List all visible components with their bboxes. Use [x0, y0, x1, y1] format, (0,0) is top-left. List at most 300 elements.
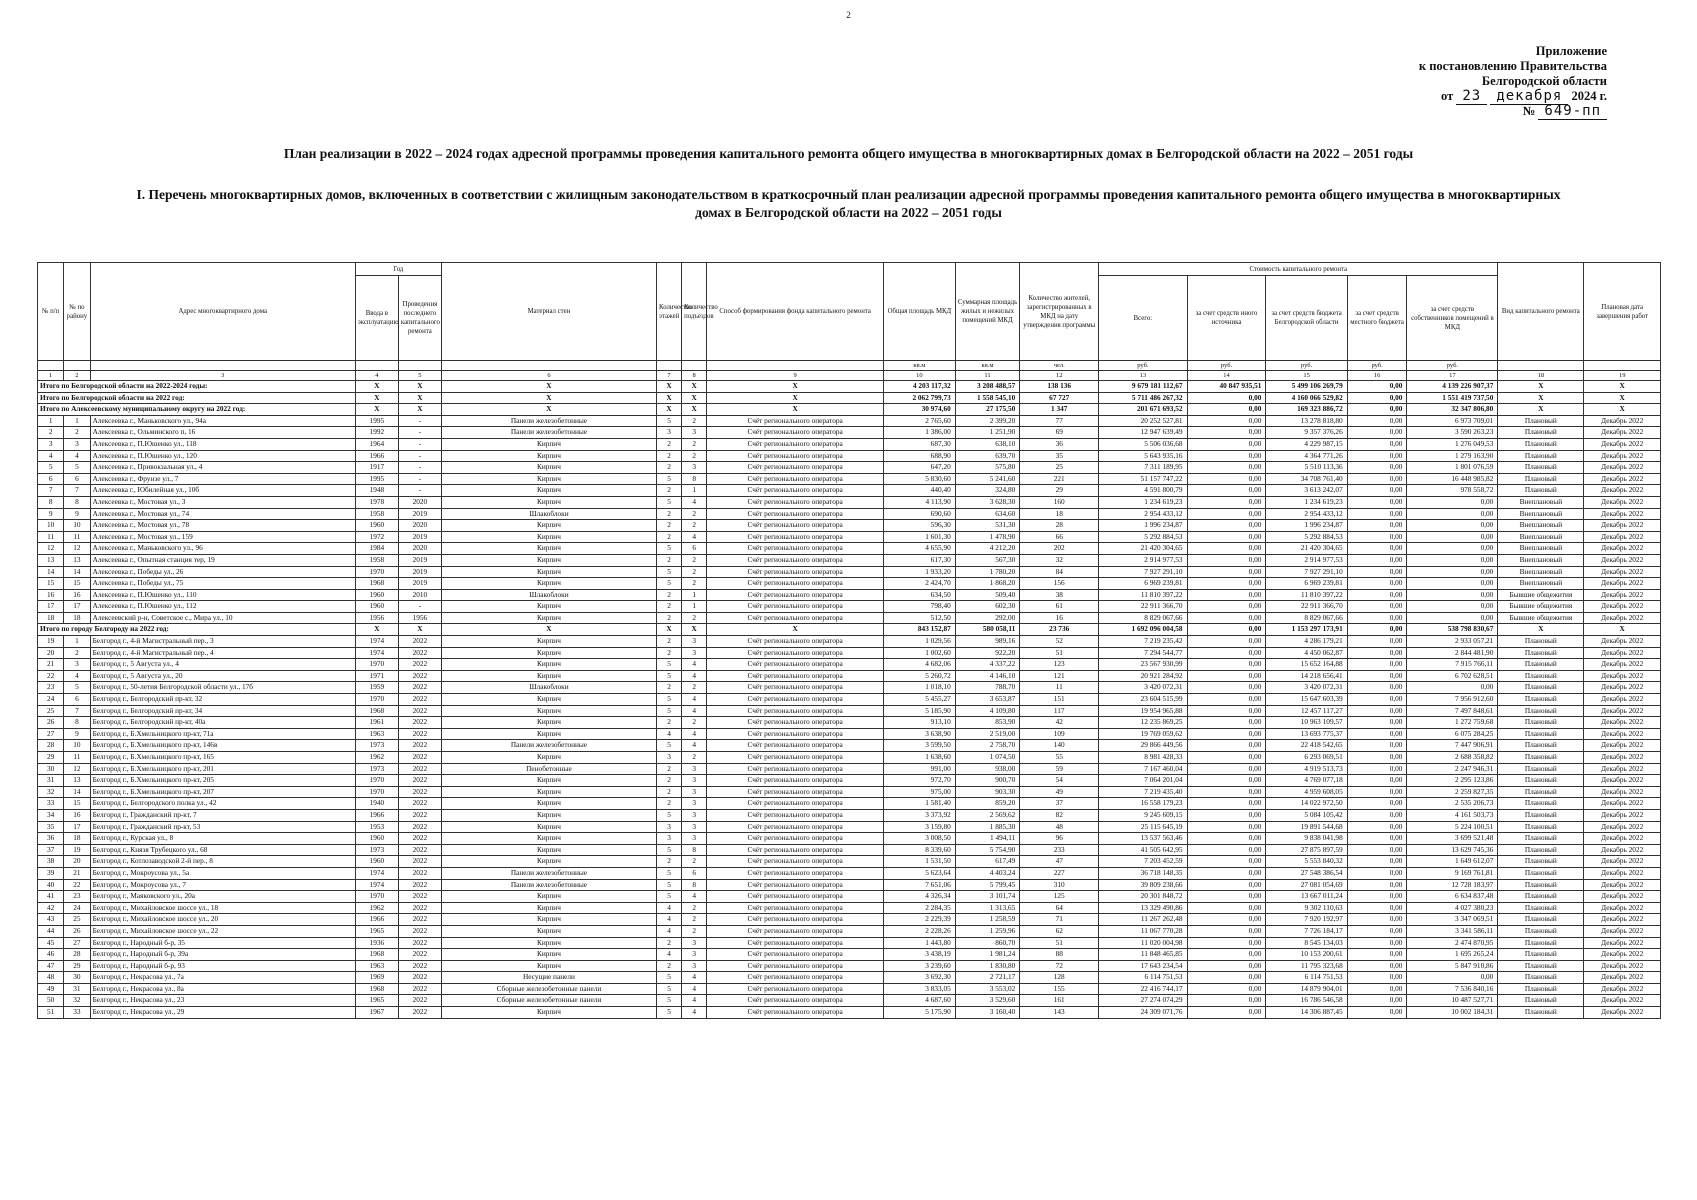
table-cell: Декабрь 2022 — [1584, 856, 1661, 868]
total-cell: 0,00 — [1187, 624, 1266, 636]
table-cell: Счёт регионального оператора — [707, 867, 884, 879]
table-cell: 1 801 076,59 — [1407, 462, 1498, 474]
table-cell: Счёт регионального оператора — [707, 601, 884, 613]
table-cell: 38 — [1020, 589, 1099, 601]
table-row — [38, 937, 1661, 949]
table-cell: Счёт регионального оператора — [707, 983, 884, 995]
table-cell: 16 558 179,23 — [1099, 798, 1187, 810]
table-cell: Декабрь 2022 — [1584, 554, 1661, 566]
total-cell: X — [707, 392, 884, 404]
table-cell: 2022 — [398, 763, 441, 775]
table-cell: 14 879 904,01 — [1266, 983, 1347, 995]
table-cell: 2 — [682, 450, 707, 462]
table-cell: Алексеевка г., Маньковского ул., 94а — [90, 415, 355, 427]
table-cell: 1992 — [355, 427, 398, 439]
table-cell: Счёт регионального оператора — [707, 891, 884, 903]
table-cell: 8 — [64, 496, 90, 508]
table-cell: 5 — [657, 543, 682, 555]
table-cell: 0,00 — [1187, 601, 1266, 613]
table-cell: 5 — [657, 415, 682, 427]
table-cell: Плановый — [1498, 473, 1584, 485]
table-cell: 3 553,02 — [955, 983, 1020, 995]
table-cell: 1974 — [355, 879, 398, 891]
table-cell: 975,00 — [884, 786, 956, 798]
table-cell: 32 — [38, 786, 64, 798]
table-cell: 2022 — [398, 682, 441, 694]
table-cell: 51 — [1020, 647, 1099, 659]
table-cell: 62 — [1020, 925, 1099, 937]
table-cell: 5 830,60 — [884, 473, 956, 485]
table-cell: 17 — [38, 601, 64, 613]
table-cell: 0,00 — [1187, 670, 1266, 682]
date-month: декабря — [1490, 88, 1568, 105]
table-cell: 1 — [64, 636, 90, 648]
table-row — [38, 566, 1661, 578]
table-cell: Плановый — [1498, 415, 1584, 427]
total-cell: X — [682, 392, 707, 404]
table-cell: 18 — [38, 612, 64, 624]
table-cell: 1 234 619,23 — [1266, 496, 1347, 508]
table-cell: Счёт регионального оператора — [707, 728, 884, 740]
table-cell: 4 — [682, 496, 707, 508]
table-cell: 0,00 — [1407, 578, 1498, 590]
table-cell: 43 — [38, 914, 64, 926]
table-cell: 26 — [38, 717, 64, 729]
table-cell: 4 — [682, 694, 707, 706]
table-cell: 6 114 751,53 — [1099, 972, 1187, 984]
table-cell: Счёт регионального оператора — [707, 531, 884, 543]
table-cell: 0,00 — [1187, 740, 1266, 752]
table-cell: Кирпич — [441, 636, 656, 648]
header-npo: № по району — [64, 263, 90, 361]
table-cell: 3 833,05 — [884, 983, 956, 995]
table-cell: Кирпич — [441, 786, 656, 798]
table-cell: 6 075 284,25 — [1407, 728, 1498, 740]
table-cell: 690,60 — [884, 508, 956, 520]
table-cell: 13 — [38, 554, 64, 566]
column-number: 16 — [1347, 371, 1407, 381]
table-cell: 2 — [657, 775, 682, 787]
table-cell: 6 — [682, 867, 707, 879]
table-cell: 227 — [1020, 867, 1099, 879]
table-cell: Плановый — [1498, 763, 1584, 775]
table-cell: 3 420 072,31 — [1099, 682, 1187, 694]
table-cell: 33 — [64, 1007, 90, 1019]
table-cell: 5 175,90 — [884, 1007, 956, 1019]
table-cell: Счёт регионального оператора — [707, 496, 884, 508]
table-row — [38, 752, 1661, 764]
table-row — [38, 925, 1661, 937]
table-cell: 2010 — [398, 589, 441, 601]
table-cell: 27 548 386,54 — [1266, 867, 1347, 879]
table-cell: 860,70 — [955, 937, 1020, 949]
table-cell: 913,10 — [884, 717, 956, 729]
column-number: 8 — [682, 371, 707, 381]
table-cell: 0,00 — [1347, 682, 1407, 694]
table-cell: 0,00 — [1347, 508, 1407, 520]
table-cell: Счёт регионального оператора — [707, 879, 884, 891]
table-cell: Панели железобетонные — [441, 427, 656, 439]
table-cell: 123 — [1020, 659, 1099, 671]
table-cell: 0,00 — [1347, 914, 1407, 926]
column-number: 17 — [1407, 371, 1498, 381]
table-cell: Декабрь 2022 — [1584, 728, 1661, 740]
table-cell: 0,00 — [1347, 809, 1407, 821]
column-numbers-row — [38, 371, 1661, 381]
table-cell: 15 647 603,39 — [1266, 694, 1347, 706]
table-cell: 2022 — [398, 902, 441, 914]
table-cell: Плановый — [1498, 694, 1584, 706]
table-cell: 30 — [38, 763, 64, 775]
table-cell: 2 228,26 — [884, 925, 956, 937]
table-cell: 37 — [38, 844, 64, 856]
column-number: 12 — [1020, 371, 1099, 381]
table-cell: 2022 — [398, 844, 441, 856]
column-number: 18 — [1498, 371, 1584, 381]
table-cell: 0,00 — [1187, 438, 1266, 450]
table-cell: 0,00 — [1347, 960, 1407, 972]
table-cell: 16 786 546,58 — [1266, 995, 1347, 1007]
total-cell: X — [355, 381, 398, 393]
table-cell: 798,40 — [884, 601, 956, 613]
table-cell: 1962 — [355, 902, 398, 914]
table-cell: Белгород г., Некрасова ул., 29 — [90, 1007, 355, 1019]
table-cell: 0,00 — [1187, 879, 1266, 891]
table-row — [38, 659, 1661, 671]
table-cell: Алексеевка г., П.Юшенко ул., 110 — [90, 589, 355, 601]
table-cell: 5 553 840,32 — [1266, 856, 1347, 868]
table-cell: 0,00 — [1187, 925, 1266, 937]
table-cell: 2 — [682, 520, 707, 532]
table-cell: 0,00 — [1187, 856, 1266, 868]
table-cell: 1974 — [355, 867, 398, 879]
table-cell: Кирпич — [441, 728, 656, 740]
table-cell: Счёт регионального оператора — [707, 972, 884, 984]
header-entrances: Количество подъездов — [682, 263, 707, 361]
table-cell: 4 919 513,73 — [1266, 763, 1347, 775]
header-end-date: Плановая дата завершения работ — [1584, 263, 1661, 361]
table-row — [38, 740, 1661, 752]
table-cell: 4 682,06 — [884, 659, 956, 671]
table-cell: 4 403,24 — [955, 867, 1020, 879]
table-cell: Счёт регионального оператора — [707, 554, 884, 566]
table-cell: 5 — [657, 659, 682, 671]
table-cell: 5 084 105,42 — [1266, 809, 1347, 821]
table-cell: 5 — [657, 983, 682, 995]
table-cell: Кирпич — [441, 752, 656, 764]
unit-rub: руб. — [1266, 361, 1347, 371]
table-cell: 6 — [682, 543, 707, 555]
table-cell: 0,00 — [1187, 763, 1266, 775]
table-cell: 3 599,50 — [884, 740, 956, 752]
table-cell: Кирпич — [441, 554, 656, 566]
table-cell: 7 064 201,04 — [1099, 775, 1187, 787]
table-cell: 2 — [657, 438, 682, 450]
table-cell: 1 018,10 — [884, 682, 956, 694]
table-cell: 0,00 — [1187, 1007, 1266, 1019]
table-cell: 3 347 069,51 — [1407, 914, 1498, 926]
table-cell: 32 — [64, 995, 90, 1007]
table-cell: Декабрь 2022 — [1584, 694, 1661, 706]
total-cell: 3 208 488,57 — [955, 381, 1020, 393]
total-row — [38, 392, 1661, 404]
table-cell: Декабрь 2022 — [1584, 636, 1661, 648]
table-cell: 15 — [38, 578, 64, 590]
table-cell: Панели железобетонные — [441, 879, 656, 891]
table-cell: 2 — [682, 554, 707, 566]
table-cell: 39 809 238,66 — [1099, 879, 1187, 891]
table-cell: 7 167 460,04 — [1099, 763, 1187, 775]
table-cell: 1970 — [355, 775, 398, 787]
table-cell: Алексеевка г., Мостовая ул., 3 — [90, 496, 355, 508]
table-cell: Счёт регионального оператора — [707, 809, 884, 821]
table-cell: 1 234 619,23 — [1099, 496, 1187, 508]
table-cell: 1 531,50 — [884, 856, 956, 868]
table-cell: 4 — [657, 914, 682, 926]
table-cell: 15 652 164,88 — [1266, 659, 1347, 671]
table-cell: 35 — [38, 821, 64, 833]
table-cell: 0,00 — [1347, 925, 1407, 937]
table-cell: 4 — [64, 450, 90, 462]
table-cell: Алексеевка г., Юбилейная ул., 10б — [90, 485, 355, 497]
table-cell: 0,00 — [1187, 983, 1266, 995]
table-cell: 0,00 — [1347, 972, 1407, 984]
table-cell: 531,30 — [955, 520, 1020, 532]
table-cell: 29 — [1020, 485, 1099, 497]
table-cell: 0,00 — [1187, 473, 1266, 485]
table-cell: 3 — [682, 786, 707, 798]
table-cell: 41 505 642,95 — [1099, 844, 1187, 856]
table-row — [38, 844, 1661, 856]
table-cell: 10 — [64, 740, 90, 752]
table-cell: Декабрь 2022 — [1584, 705, 1661, 717]
table-cell: 13 629 745,36 — [1407, 844, 1498, 856]
table-cell: 4 — [682, 1007, 707, 1019]
table-cell: 12 457 117,27 — [1266, 705, 1347, 717]
table-cell: 5 224 100,51 — [1407, 821, 1498, 833]
unit-rub: руб. — [1407, 361, 1498, 371]
table-cell: 1917 — [355, 462, 398, 474]
table-cell: 3 — [657, 427, 682, 439]
table-cell: 2 569,62 — [955, 809, 1020, 821]
table-cell: Внеплановый — [1498, 578, 1584, 590]
table-cell: 575,80 — [955, 462, 1020, 474]
table-row — [38, 520, 1661, 532]
table-cell: 19 954 965,88 — [1099, 705, 1187, 717]
table-cell: Алексеевка г., Мостовая ул., 159 — [90, 531, 355, 543]
table-cell: Декабрь 2022 — [1584, 937, 1661, 949]
table-cell: 2022 — [398, 960, 441, 972]
table-cell: 12 — [38, 543, 64, 555]
table-cell: 2 — [657, 589, 682, 601]
table-cell: 0,00 — [1187, 705, 1266, 717]
table-cell: 0,00 — [1347, 891, 1407, 903]
table-cell: 1 029,56 — [884, 636, 956, 648]
table-cell: Декабрь 2022 — [1584, 438, 1661, 450]
table-cell: 3 160,40 — [955, 1007, 1020, 1019]
table-cell: 567,30 — [955, 554, 1020, 566]
table-row — [38, 995, 1661, 1007]
table-cell: Декабрь 2022 — [1584, 496, 1661, 508]
table-cell: 14 218 656,41 — [1266, 670, 1347, 682]
table-cell: 2020 — [398, 543, 441, 555]
table-cell: 109 — [1020, 728, 1099, 740]
table-cell: 1 581,40 — [884, 798, 956, 810]
table-cell: 0,00 — [1407, 601, 1498, 613]
table-cell: 1 259,96 — [955, 925, 1020, 937]
table-cell: 8 — [682, 879, 707, 891]
table-cell: 13 537 563,46 — [1099, 833, 1187, 845]
table-cell: Декабрь 2022 — [1584, 949, 1661, 961]
table-cell: 2 — [682, 438, 707, 450]
table-cell: Счёт регионального оператора — [707, 752, 884, 764]
table-cell: 4 — [64, 670, 90, 682]
table-cell: 3 438,19 — [884, 949, 956, 961]
table-cell: 1965 — [355, 995, 398, 1007]
table-cell: 1973 — [355, 844, 398, 856]
table-cell: 1 695 265,24 — [1407, 949, 1498, 961]
table-cell: 5 — [657, 972, 682, 984]
table-cell: 2022 — [398, 694, 441, 706]
table-cell: 46 — [38, 949, 64, 961]
table-cell: 0,00 — [1347, 450, 1407, 462]
table-cell: Декабрь 2022 — [1584, 612, 1661, 624]
table-cell: 7 — [64, 485, 90, 497]
table-cell: 2 — [682, 925, 707, 937]
table-cell: 0,00 — [1347, 1007, 1407, 1019]
table-cell: 24 309 071,76 — [1099, 1007, 1187, 1019]
table-row — [38, 914, 1661, 926]
table-cell: 10 002 184,31 — [1407, 1007, 1498, 1019]
total-cell: 1 558 545,10 — [955, 392, 1020, 404]
total-cell: 2 062 799,73 — [884, 392, 956, 404]
table-cell: 638,10 — [955, 438, 1020, 450]
table-cell: 2 — [682, 566, 707, 578]
table-cell: Декабрь 2022 — [1584, 867, 1661, 879]
table-cell: 0,00 — [1407, 531, 1498, 543]
table-cell: 4 161 503,73 — [1407, 809, 1498, 821]
table-cell: 29 866 449,56 — [1099, 740, 1187, 752]
table-cell: 2 — [657, 937, 682, 949]
table-cell: 0,00 — [1187, 554, 1266, 566]
table-cell: Кирпич — [441, 844, 656, 856]
table-cell: 156 — [1020, 578, 1099, 590]
table-cell: Счёт регионального оператора — [707, 705, 884, 717]
table-cell: 440,40 — [884, 485, 956, 497]
number-prefix: № — [1522, 104, 1536, 118]
total-cell: 30 974,60 — [884, 404, 956, 416]
table-cell: 3 — [682, 427, 707, 439]
table-cell: 8 829 067,66 — [1266, 612, 1347, 624]
table-cell: 4 959 608,05 — [1266, 786, 1347, 798]
table-cell: 2 474 870,95 — [1407, 937, 1498, 949]
table-cell: Плановый — [1498, 960, 1584, 972]
table-cell: 4 — [657, 949, 682, 961]
table-cell: 4 027 380,23 — [1407, 902, 1498, 914]
total-cell: 1 551 419 737,50 — [1407, 392, 1498, 404]
table-cell: 47 — [38, 960, 64, 972]
table-cell: Декабрь 2022 — [1584, 798, 1661, 810]
table-cell: Счёт регионального оператора — [707, 659, 884, 671]
table-cell: 2 688 358,82 — [1407, 752, 1498, 764]
table-cell: Кирпич — [441, 705, 656, 717]
table-cell: 21 420 304,65 — [1266, 543, 1347, 555]
total-cell: 843 152,87 — [884, 624, 956, 636]
table-cell: 11 810 397,22 — [1266, 589, 1347, 601]
table-cell: 11 — [1020, 682, 1099, 694]
table-cell: Декабрь 2022 — [1584, 462, 1661, 474]
table-cell: Декабрь 2022 — [1584, 659, 1661, 671]
table-cell: 3 — [682, 821, 707, 833]
table-cell: 77 — [1020, 415, 1099, 427]
table-cell: Кирпич — [441, 937, 656, 949]
table-cell: 2 — [682, 415, 707, 427]
table-cell: 19 769 059,62 — [1099, 728, 1187, 740]
table-cell: 16 — [64, 809, 90, 821]
table-cell: 8 — [64, 717, 90, 729]
table-cell: 7 726 184,17 — [1266, 925, 1347, 937]
column-number: 1 — [38, 371, 64, 381]
table-cell: Кирпич — [441, 566, 656, 578]
table-cell: 3 — [682, 937, 707, 949]
table-cell: Декабрь 2022 — [1584, 415, 1661, 427]
table-cell: 6 702 628,51 — [1407, 670, 1498, 682]
table-cell: Белгород г., 5 Августа ул., 4 — [90, 659, 355, 671]
table-cell: 7 536 840,16 — [1407, 983, 1498, 995]
table-cell: 7 497 848,61 — [1407, 705, 1498, 717]
table-cell: 1995 — [355, 415, 398, 427]
table-cell: 0,00 — [1347, 728, 1407, 740]
total-cell: 4 139 226 907,37 — [1407, 381, 1498, 393]
table-cell: 9 — [64, 728, 90, 740]
table-cell: 9 838 041,98 — [1266, 833, 1347, 845]
column-number: 13 — [1099, 371, 1187, 381]
header-year-commission: Ввода в эксплуатацию — [355, 276, 398, 361]
table-cell: 0,00 — [1347, 566, 1407, 578]
total-cell: X — [657, 392, 682, 404]
table-cell: Кирпич — [441, 670, 656, 682]
table-cell: Белгород г., Б.Хмельницкого пр-кт, 205 — [90, 775, 355, 787]
table-cell: 2022 — [398, 775, 441, 787]
table-cell: 1970 — [355, 566, 398, 578]
table-cell: 3 613 242,07 — [1266, 485, 1347, 497]
table-cell: 36 718 148,35 — [1099, 867, 1187, 879]
table-cell: 23 — [64, 891, 90, 903]
table-cell: Декабрь 2022 — [1584, 670, 1661, 682]
table-cell: Счёт регионального оператора — [707, 914, 884, 926]
table-row — [38, 821, 1661, 833]
table-cell: Кирпич — [441, 717, 656, 729]
table-cell: Декабрь 2022 — [1584, 1007, 1661, 1019]
table-cell: Белгород г., Народный б-р, 35 — [90, 937, 355, 949]
table-cell: 3 653,87 — [955, 694, 1020, 706]
table-cell: 0,00 — [1187, 891, 1266, 903]
total-cell: X — [398, 624, 441, 636]
table-cell: 1 780,20 — [955, 566, 1020, 578]
table-cell: 2022 — [398, 914, 441, 926]
table-cell: 125 — [1020, 891, 1099, 903]
appendix-number — [1419, 104, 1607, 119]
table-cell: 4 — [682, 972, 707, 984]
table-row — [38, 694, 1661, 706]
table-cell: Плановый — [1498, 891, 1584, 903]
table-cell: 1978 — [355, 496, 398, 508]
table-cell: Счёт регионального оператора — [707, 995, 884, 1007]
table-cell: 0,00 — [1187, 450, 1266, 462]
table-cell: 2 — [682, 752, 707, 764]
table-cell: 3 — [657, 821, 682, 833]
table-cell: 3 — [657, 752, 682, 764]
